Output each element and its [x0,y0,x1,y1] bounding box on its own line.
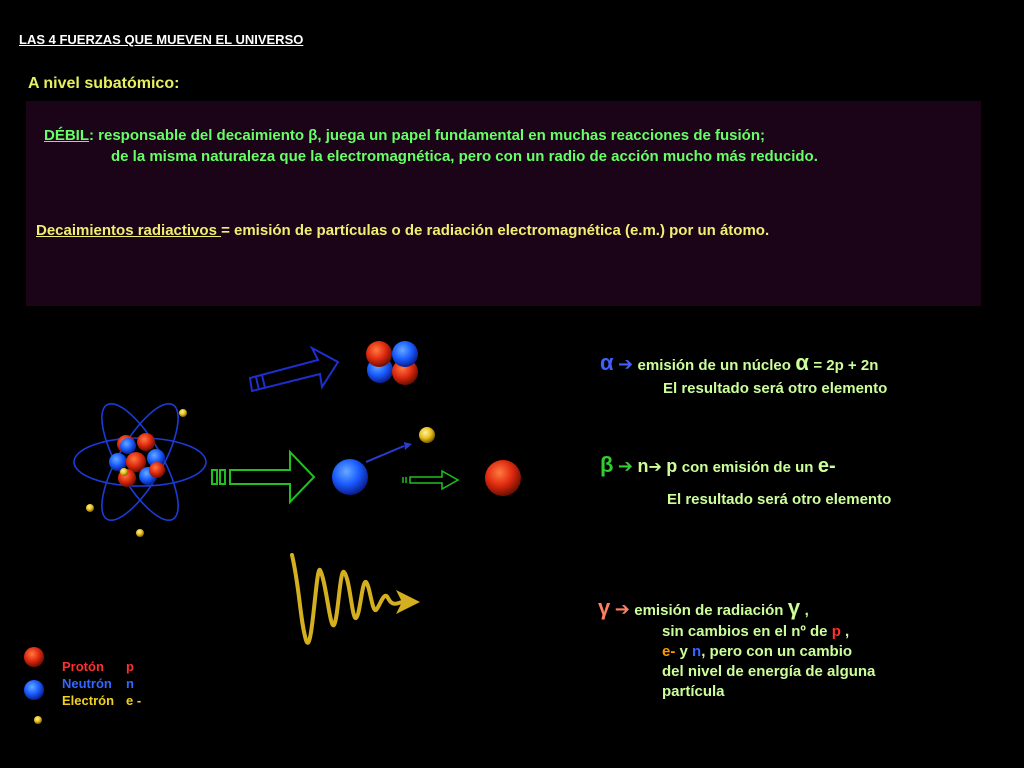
beta-arrow-2: ➔ [648,459,662,476]
gamma-line-3e: e- [662,643,676,660]
legend-electron-label: Electrón [62,693,115,708]
proton-result-icon [485,460,521,496]
beta-n: n [637,456,649,476]
beta-result: El resultado será otro elemento [667,491,892,508]
gamma-comma: , [804,602,809,619]
beta-arrow: ➔ [617,456,633,476]
legend-electron [62,692,141,709]
alpha-arrow: ➔ [617,354,634,374]
decay-definition: = emisión de partículas o de radiación electromagnética (e.m.) por un átomo. [221,222,770,239]
gamma-wave-icon [292,555,420,643]
legend-proton-label: Protón [62,659,104,674]
section-subtitle: A nivel subatómico: [28,75,180,92]
legend-proton [62,658,141,675]
gamma-line [598,595,809,621]
legend-electron-symbol: e - [126,693,142,708]
alpha-symbol: α [600,350,614,375]
decay-term: Decaimientos radiactivos [36,222,222,239]
legend-proton-symbol: p [126,659,134,674]
legend-neutron [62,675,141,692]
gamma-line-4: del nivel de energía de alguna [662,663,876,680]
atom-icon [74,394,206,537]
beta-line [600,452,836,478]
gamma-line-5: partícula [662,683,725,700]
gamma-arrow: ➔ [614,599,630,619]
gamma-line-2b: , [845,623,850,640]
gamma-line-3y: y [679,643,688,660]
slide-title: LAS 4 FUERZAS QUE MUEVEN EL UNIVERSO [19,32,304,47]
gamma-line-2 [662,623,849,640]
beta-p: p [666,456,678,476]
debil-definition: : responsable del decaimiento β, juega un papel fundamental en muchas reacciones de fusión; [89,127,765,144]
alpha-text: emisión de un núcleo [637,357,791,374]
gamma-symbol-2: γ [787,595,801,620]
alpha-result: El resultado será otro elemento [663,380,888,397]
beta-symbol: β [600,452,614,477]
gamma-line-2p: p [831,623,841,640]
debil-line-2: de la misma naturaleza que la electromagnética, pero con un radio de acción mucho más reducido. [111,148,818,165]
small-arrow-icon [403,471,458,489]
gamma-line-3b: , pero con un cambio [701,643,853,660]
debil-term: DÉBIL [44,127,89,144]
gamma-symbol: γ [598,595,611,620]
beta-arrow-icon [212,452,314,502]
gamma-text: emisión de radiación [634,602,784,619]
alpha-formula: = 2p + 2n [813,357,879,374]
alpha-arrow-icon [250,348,338,391]
gamma-line-3n: n [692,643,702,660]
legend-electron-icon [34,716,42,724]
legend-neutron-icon [24,680,44,700]
gamma-line-2a: sin cambios en el nº de [662,623,828,640]
legend-neutron-symbol: n [126,676,134,691]
neutron-decay-icon [332,427,435,495]
legend-proton-icon [24,647,44,667]
alpha-particle-icon [366,341,418,385]
alpha-symbol-2: α [795,350,809,375]
legend-neutron-label: Neutrón [62,676,112,691]
gamma-line-3 [662,643,852,660]
legend [62,658,141,709]
beta-e: e- [817,455,836,477]
beta-text: con emisión de un [681,459,814,476]
alpha-line [600,350,878,376]
